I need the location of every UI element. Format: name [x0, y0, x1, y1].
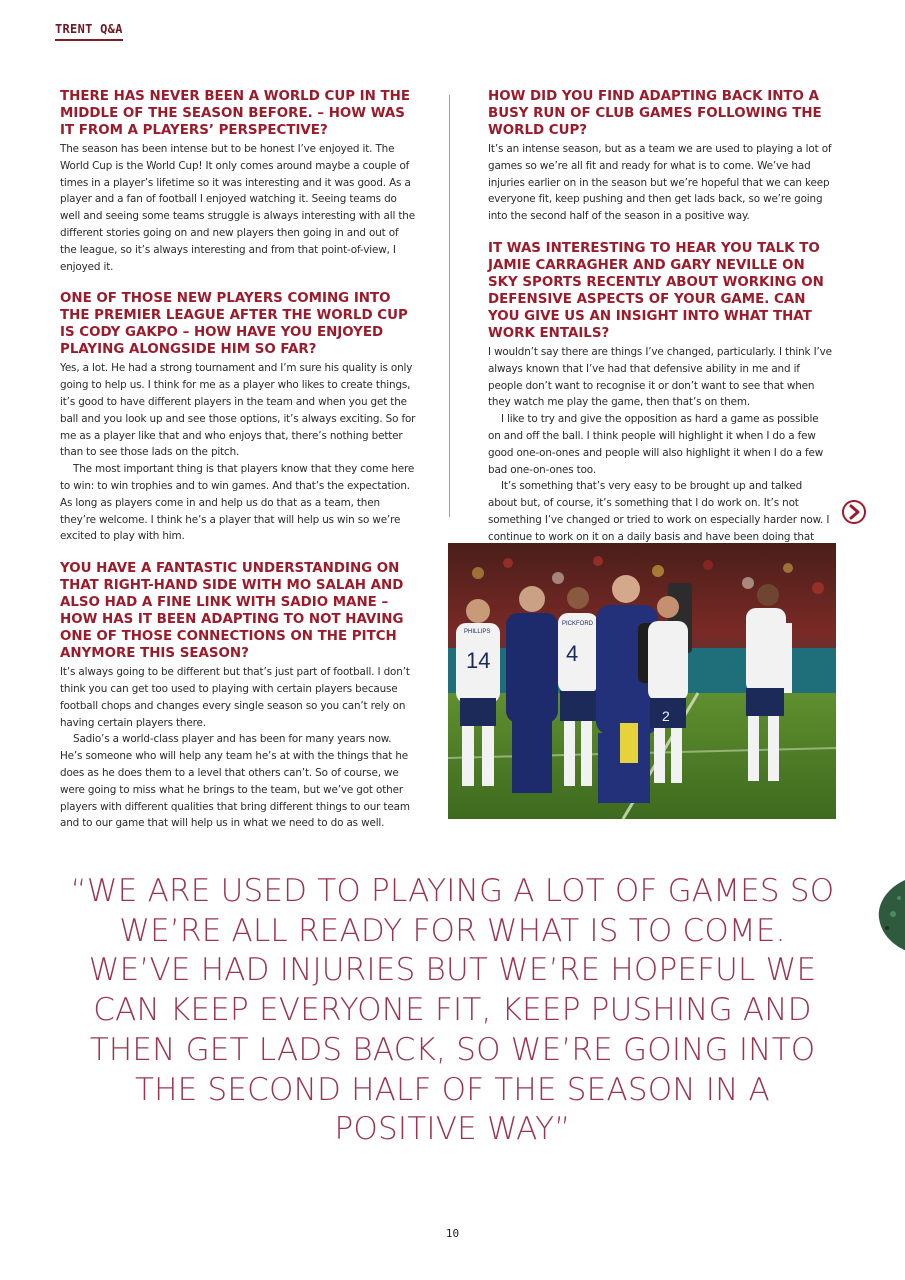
answer-paragraph: It’s always going to be different but that’s just part of football. I don’t think you can get too used to playing with certain players because football chops and changes every single season so you can’t rely on having certain players there.	[60, 666, 410, 729]
qa-block	[488, 88, 834, 225]
answer-paragraph: It’s something that’s very easy to be brought up and talked about but, of course, it’s something that I do work on. It’s not something I’ve changed or tried to work on especially harder now. I continue to work on it on a daily basis and have been doing that	[488, 480, 830, 543]
shirt-number: 4	[566, 641, 579, 666]
question-heading: IT WAS INTERESTING TO HEAR YOU TALK TO JAMIE CARRAGHER AND GARY NEVILLE ON SKY SPORTS RECENTLY ABOUT WORKING ON DEFENSIVE ASPECTS OF YOUR GAME. CAN YOU GIVE US AN INSIGHT INTO WHAT THAT WORK ENTAILS?	[488, 240, 824, 341]
page-number: 10	[445, 1227, 460, 1240]
next-page-arrow-icon[interactable]	[842, 500, 866, 524]
decorative-graphic	[873, 878, 905, 954]
question-heading: YOU HAVE A FANTASTIC UNDERSTANDING ON THAT RIGHT-HAND SIDE WITH MO SALAH AND ALSO HAD A FINE LINK WITH SADIO MANE – HOW HAS IT BEEN ADAPTING TO NOT HAVING ONE OF THOSE CONNECTIONS ON THE PITCH ANYMORE THIS SEASON?	[60, 561, 404, 662]
shirt-name: PICKFORD	[562, 621, 594, 627]
answer	[488, 344, 834, 562]
answer	[488, 141, 834, 225]
answer-paragraph: It’s an intense season, but as a team we are used to playing a lot of games so we’re all fit and ready for what is to come. We’ve had injuries earlier on in the season but we’re hopeful that we can keep everyone fit, keep pushing and then get lads back, so we’re going into the second half of the season in a positive way.	[488, 143, 832, 223]
answer-paragraph: The most important thing is that players know that they come here to win: to win trophies and to win games. And that’s the expectation. As long as players come in and help us do that as a team, then they’re welcome. I think he’s a player that will help us win so we’re excited to play with him.	[60, 463, 415, 543]
qa-block	[60, 560, 416, 832]
answer	[60, 141, 416, 275]
question-heading: ONE OF THOSE NEW PLAYERS COMING INTO THE PREMIER LEAGUE AFTER THE WORLD CUP IS CODY GAKPO – HOW HAVE YOU ENJOYED PLAYING ALONGSIDE HIM SO FAR?	[60, 291, 408, 358]
answer-paragraph: I wouldn’t say there are things I’ve changed, particularly. I think I’ve always known that I’ve had that defensive ability in me and if people don’t want to recognise it or don’t want to see that when they watch me play the game, then that’s on them.	[488, 345, 832, 409]
shirt-name: PHILLIPS	[464, 629, 491, 635]
column-divider	[449, 95, 450, 517]
qa-block	[488, 240, 834, 562]
shirt-number: 2	[662, 708, 670, 724]
answer-paragraph: I like to try and give the opposition as hard a game as possible on and off the ball. I think people will highlight it when I do a few good one-on-ones and people will also highlight it when I do a few bad one-on-ones too.	[488, 413, 824, 476]
question-heading: THERE HAS NEVER BEEN A WORLD CUP IN THE MIDDLE OF THE SEASON BEFORE. – HOW WAS IT FROM A PLAYERS’ PERSPECTIVE?	[60, 89, 411, 138]
match-photo	[448, 543, 836, 819]
shirt-number: 14	[466, 648, 491, 673]
answer-paragraph: Sadio’s a world-class player and has been for many years now. He’s someone who will help any team he’s at with the things that he does as he does them to a level that others can’t. So of course, we were going to miss what he brings to the team, but we’ve got other players with different qualities that bring different things to our team and to our game that will help us in what we need to do as well.	[60, 733, 410, 830]
section-tag: TRENT Q&A	[55, 22, 123, 41]
right-column	[488, 88, 834, 577]
answer	[60, 664, 416, 832]
answer	[60, 360, 416, 545]
question-heading: HOW DID YOU FIND ADAPTING BACK INTO A BUSY RUN OF CLUB GAMES FOLLOWING THE WORLD CUP?	[488, 89, 822, 138]
pull-quote: “WE ARE USED TO PLAYING A LOT OF GAMES SO WE’RE ALL READY FOR WHAT IS TO COME. WE’VE HAD INJURIES BUT WE’RE HOPEFUL WE CAN KEEP EVERYONE FIT, KEEP PUSHING AND THEN GET LADS BACK, SO WE’RE GOING INTO THE SECOND HALF OF THE SEASON IN A POSITIVE WAY”	[70, 873, 835, 1148]
qa-block	[60, 88, 416, 275]
left-column	[60, 88, 416, 847]
answer-paragraph: Yes, a lot. He had a strong tournament and I’m sure his quality is only going to help us. I think for me as a player who likes to create things, it’s good to have different players in the team and when you get the ball and you look up and see those options, it’s always exciting. So for me as a player like that and who enjoys that, there’s nothing better than to see those lads on the pitch.	[60, 362, 416, 459]
answer-paragraph: The season has been intense but to be honest I’ve enjoyed it. The World Cup is the World Cup! It only comes around maybe a couple of times in a player’s lifetime so it was interesting and it was good. As a player and a fan of football I enjoyed watching it. Seeing teams do well and seeing some teams struggle is always interesting with all the different stories going on and new players then going in and out of the league, so it’s always interesting and from that point-of-view, I enjoyed it.	[60, 143, 415, 273]
qa-block	[60, 290, 416, 545]
